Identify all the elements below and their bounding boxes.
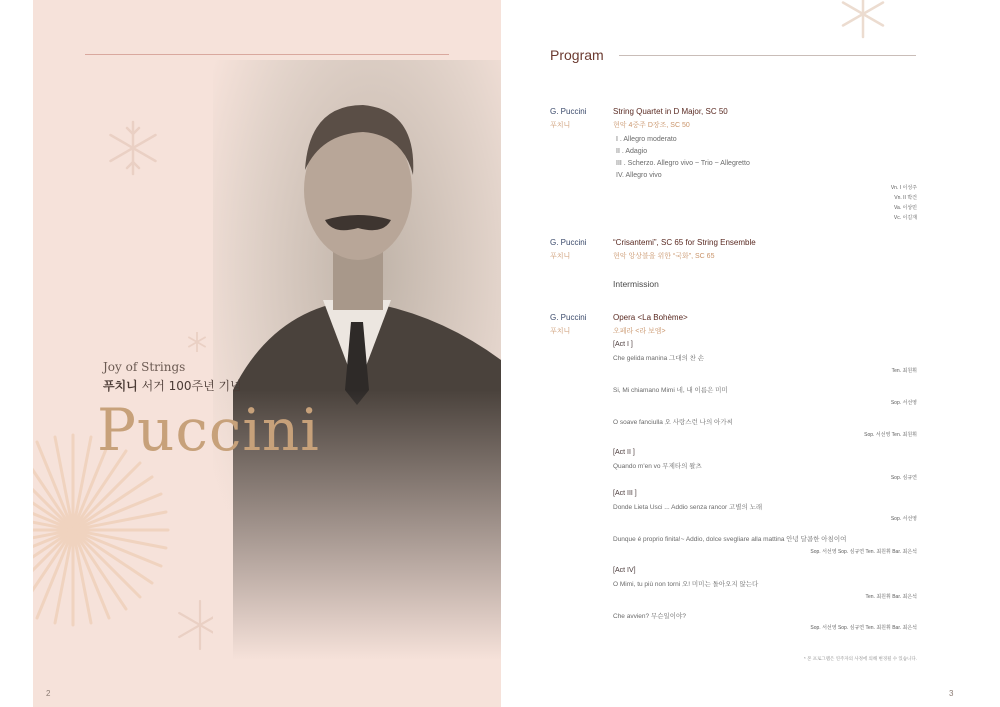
composer-2: G. Puccini (550, 238, 587, 247)
work-1-kr: 현악 4중주 D장조, SC 50 (613, 122, 690, 129)
aria: O Mimi, tu più non torni 오! 미미는 돌아오지 않는다 (613, 581, 759, 588)
snowflake-icon (103, 118, 163, 178)
snowflake-top-icon (837, 0, 889, 40)
work-3-kr: 오페라 <라 보엠> (613, 328, 666, 335)
program-title: Program (550, 47, 604, 63)
act-3-label: [Act III ] (613, 490, 637, 497)
puccini-portrait (213, 60, 501, 660)
composer-3: G. Puccini (550, 313, 587, 322)
aria-singers: Sop. 서선영 Sop. 심규연 Ten. 최원휘 Bar. 최은석 (810, 625, 917, 631)
top-rule (85, 54, 449, 55)
right-page (501, 0, 1000, 707)
aria: Si, Mi chiamano Mimi 네, 내 이름은 미미 (613, 387, 728, 394)
aria-singers: Sop. 서선영 Ten. 최원휘 (864, 432, 917, 438)
subtitle-en: Joy of Strings (103, 360, 186, 374)
movement-2: II . Adagio (616, 148, 648, 155)
work-2: “Crisantemi”, SC 65 for String Ensemble (613, 238, 756, 247)
performer-2: Vn. II 박건 (894, 195, 917, 201)
subtitle-kr-rest: 서거 100주년 기념 (137, 379, 242, 393)
subtitle-kr-bold: 푸치니 (103, 379, 138, 393)
page-number-left: 2 (46, 689, 51, 698)
composer-1: G. Puccini (550, 107, 587, 116)
performer-4: Vc. 이길재 (893, 215, 917, 221)
aria-singers: Sop. 심규연 (890, 475, 917, 481)
act-4-label: [Act IV] (613, 567, 636, 574)
left-page (33, 0, 501, 707)
aria: Che avvien? 무슨일이야? (613, 613, 686, 620)
work-3: Opera <La Bohème> (613, 313, 688, 322)
work-2-kr: 현악 앙상블을 위한 “국화”, SC 65 (613, 253, 715, 260)
aria-singers: Sop. 서선영 Sop. 심규연 Ten. 최원휘 Bar. 최은석 (810, 549, 917, 555)
aria-singers: Ten. 최원휘 (891, 368, 917, 374)
aria: O soave fanciulla 오 사랑스런 나의 아가씨 (613, 419, 733, 426)
aria: Quando m'en vo 무제타의 왈츠 (613, 463, 702, 470)
movement-4: IV. Allegro vivo (616, 172, 662, 179)
work-1: String Quartet in D Major, SC 50 (613, 107, 728, 116)
footnote: * 본 프로그램은 연주자의 사정에 의해 변경될 수 있습니다. (804, 656, 917, 661)
snowflake-small-icon (185, 330, 209, 354)
composer-1-kr: 푸치니 (550, 122, 571, 129)
aria-singers: Sop. 서선영 (890, 400, 917, 406)
aria: Donde Lieta Usci ... Addio senza rancor 고별의 노래 (613, 504, 763, 511)
program-rule (619, 55, 916, 56)
act-1-label: [Act I ] (613, 341, 633, 348)
performer-1: Vn. I 이성주 (890, 185, 917, 191)
aria-singers: Sop. 서선영 (890, 516, 917, 522)
intermission: Intermission (613, 279, 659, 289)
aria: Dunque é proprio finita!~ Addio, dolce svegliare alla mattina 안녕 달콤한 아침이여 (613, 536, 847, 543)
composer-3-kr: 푸치니 (550, 328, 571, 335)
act-2-label: [Act II ] (613, 449, 635, 456)
movement-1: I . Allegro moderato (616, 136, 677, 143)
main-title: Puccini (97, 396, 320, 464)
subtitle-kr (103, 377, 242, 394)
composer-2-kr: 푸치니 (550, 253, 571, 260)
page-number-right: 3 (949, 689, 954, 698)
movement-3: III . Scherzo. Allegro vivo ~ Trio ~ Allegretto (616, 160, 750, 167)
aria: Che gelida manina 그대의 찬 손 (613, 355, 705, 362)
performer-3: Va. 이상민 (893, 205, 917, 211)
aria-singers: Ten. 최원휘 Bar. 최은석 (865, 594, 917, 600)
